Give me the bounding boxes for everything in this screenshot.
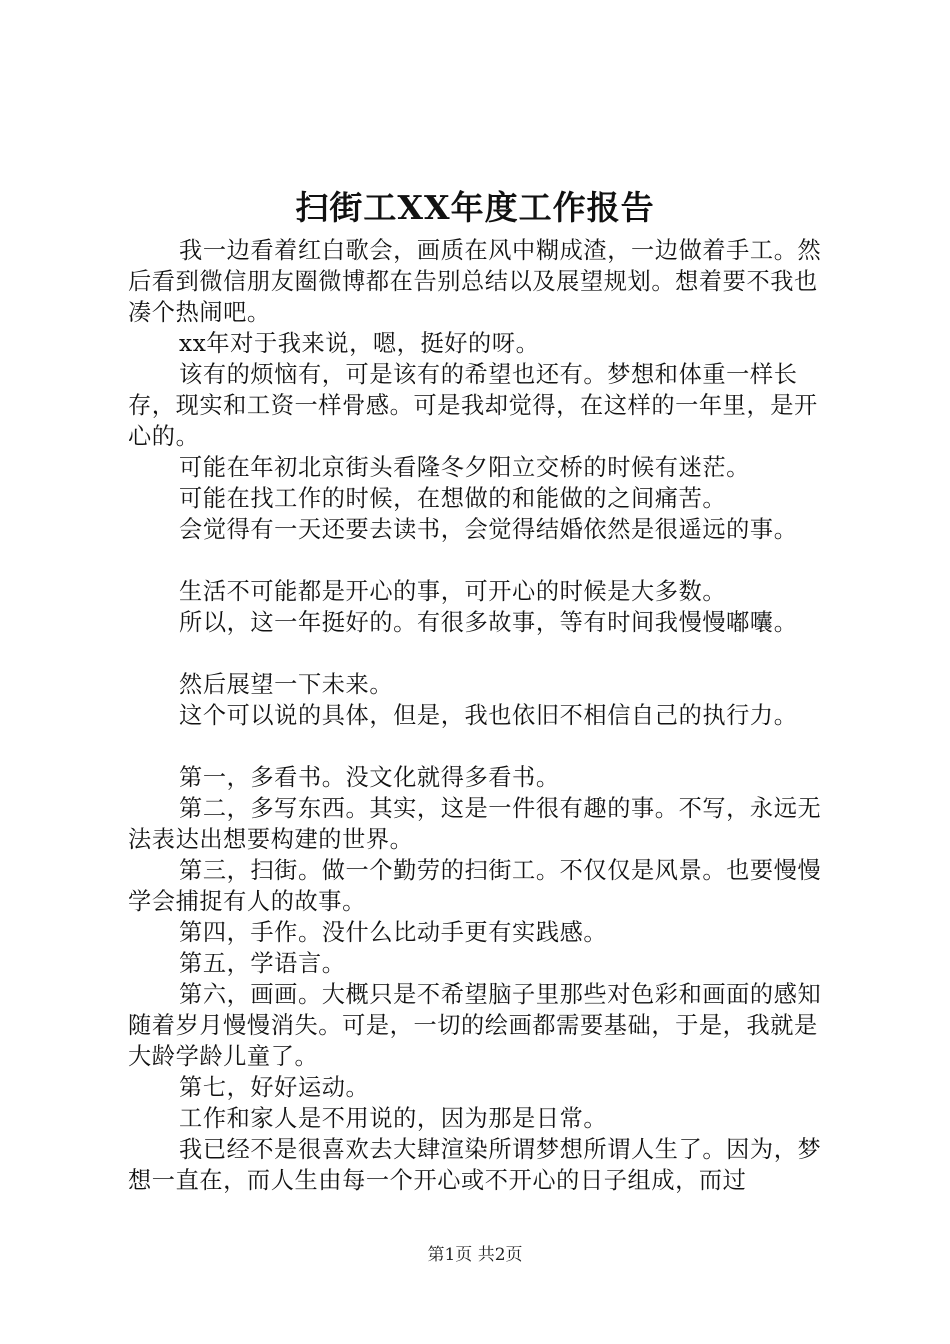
document-body <box>128 235 838 1196</box>
paragraph: xx年对于我来说，嗯，挺好的呀。 <box>179 330 540 357</box>
paragraph: 第三，扫街。做一个勤劳的扫街工。不仅仅是风景。也要慢慢学会捕捉有人的故事。 <box>128 857 822 915</box>
paragraph: 第七，好好运动。 <box>179 1074 370 1101</box>
paragraph: 会觉得有一天还要去读书，会觉得结婚依然是很遥远的事。 <box>179 516 798 543</box>
paragraph: 该有的烦恼有，可是该有的希望也还有。梦想和体重一样长存，现实和工资一样骨感。可是我却觉得，在这样的一年里，是开心的。 <box>128 361 818 450</box>
paragraph: 工作和家人是不用说的，因为那是日常。 <box>179 1105 608 1132</box>
paragraph: 第二，多写东西。其实，这是一件很有趣的事。不写，永远无法表达出想要构建的世界。 <box>128 795 822 853</box>
paragraph: 第六，画画。大概只是不希望脑子里那些对色彩和画面的感知随着岁月慢慢消失。可是，一切的绘画都需要基础，于是，我就是大龄学龄儿童了。 <box>128 981 822 1070</box>
paragraph: 我已经不是很喜欢去大肆渲染所谓梦想所谓人生了。因为，梦想一直在，而人生由每一个开心或不开心的日子组成，而过 <box>128 1136 822 1194</box>
paragraph: 第四，手作。没什么比动手更有实践感。 <box>179 919 608 946</box>
paragraph: 我一边看着红白歌会，画质在风中糊成渣，一边做着手工。然后看到微信朋友圈微博都在告别总结以及展望规划。想着要不我也凑个热闹吧。 <box>128 237 822 326</box>
page-footer: 第1页 共2页 <box>427 1245 523 1265</box>
document-title: 扫街工XX年度工作报告 <box>295 188 655 227</box>
paragraph: 这个可以说的具体，但是，我也依旧不相信自己的执行力。 <box>179 702 798 729</box>
paragraph: 可能在找工作的时候，在想做的和能做的之间痛苦。 <box>179 485 727 512</box>
paragraph: 可能在年初北京街头看隆冬夕阳立交桥的时候有迷茫。 <box>179 454 750 481</box>
paragraph: 然后展望一下未来。 <box>179 671 394 698</box>
paragraph: 第五，学语言。 <box>179 950 346 977</box>
paragraph: 所以，这一年挺好的。有很多故事，等有时间我慢慢嘟囔。 <box>179 609 798 636</box>
paragraph: 生活不可能都是开心的事，可开心的时候是大多数。 <box>179 578 727 605</box>
paragraph: 第一，多看书。没文化就得多看书。 <box>179 764 560 791</box>
